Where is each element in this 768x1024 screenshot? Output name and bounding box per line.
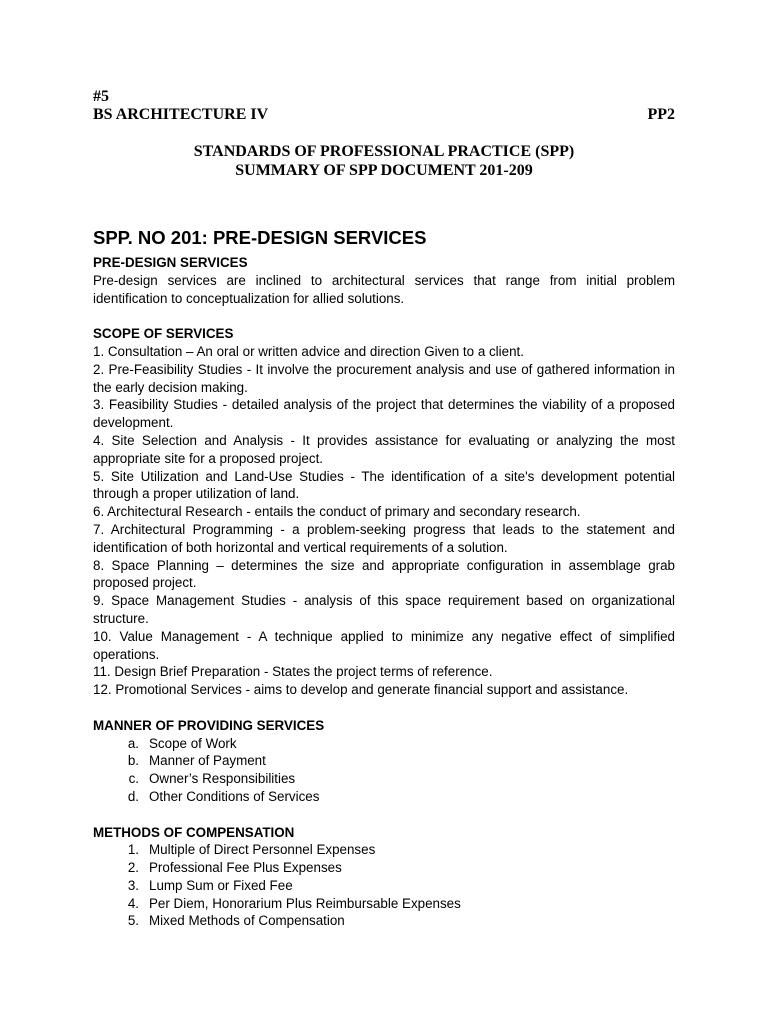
scope-item: 3. Feasibility Studies - detailed analysis of the project that determines the viability of a proposed development. bbox=[93, 397, 675, 431]
list-marker: a. bbox=[127, 735, 139, 751]
compensation-item bbox=[93, 859, 675, 877]
main-content bbox=[93, 226, 675, 930]
scope-list bbox=[93, 343, 675, 699]
compensation-item bbox=[93, 912, 675, 930]
spacer bbox=[93, 699, 675, 717]
course-code: PP2 bbox=[647, 106, 675, 123]
manner-item bbox=[93, 770, 675, 788]
manner-heading: MANNER OF PROVIDING SERVICES bbox=[93, 717, 325, 733]
manner-item bbox=[93, 752, 675, 770]
title-line-2: SUMMARY OF SPP DOCUMENT 201-209 bbox=[235, 162, 533, 179]
compensation-item bbox=[93, 877, 675, 895]
list-item-text: Lump Sum or Fixed Fee bbox=[149, 877, 293, 893]
list-item-text: Owner’s Responsibilities bbox=[149, 771, 296, 787]
course-row bbox=[93, 106, 675, 124]
list-marker: d. bbox=[127, 788, 139, 804]
list-marker: c. bbox=[128, 771, 139, 787]
spacer bbox=[93, 307, 675, 325]
scope-item: 8. Space Planning – determines the size and appropriate configuration in assemblage grab proposed project. bbox=[93, 557, 675, 591]
section-heading: SPP. NO 201: PRE-DESIGN SERVICES bbox=[93, 227, 427, 248]
list-marker: 1. bbox=[127, 842, 139, 858]
scope-item: 11. Design Brief Preparation - States the project terms of reference. bbox=[93, 664, 493, 680]
list-marker: b. bbox=[127, 753, 139, 769]
scope-item: 9. Space Management Studies - analysis of this space requirement based on organizational structure. bbox=[93, 593, 675, 626]
list-item-text: Manner of Payment bbox=[149, 753, 266, 769]
compensation-item bbox=[93, 895, 675, 913]
list-item-text: Scope of Work bbox=[149, 735, 237, 751]
list-item-text: Other Conditions of Services bbox=[149, 788, 320, 804]
intro-paragraph: Pre-design services are inclined to architectural services that range from initial problem identification to conceptualization for allied solutions. bbox=[93, 272, 675, 306]
scope-heading: SCOPE OF SERVICES bbox=[93, 326, 234, 342]
scope-item: 10. Value Management - A technique applied to minimize any negative effect of simplified operations. bbox=[93, 628, 675, 662]
scope-item: 1. Consultation – An oral or written advice and direction Given to a client. bbox=[93, 343, 524, 359]
compensation-item bbox=[93, 841, 675, 859]
list-marker: 5. bbox=[127, 913, 139, 929]
manner-item bbox=[93, 735, 675, 753]
list-marker: 2. bbox=[127, 860, 139, 876]
compensation-list bbox=[93, 841, 675, 930]
scope-item: 4. Site Selection and Analysis - It provides assistance for evaluating or analyzing the most appropriate site for a proposed project. bbox=[93, 432, 675, 466]
scope-item: 7. Architectural Programming - a problem-seeking progress that leads to the statement and identification of both horizontal and vertical requirements of a solution. bbox=[93, 521, 675, 555]
list-item-text: Mixed Methods of Compensation bbox=[149, 913, 345, 929]
subheading-predesign: PRE-DESIGN SERVICES bbox=[93, 255, 248, 270]
list-item-text: Per Diem, Honorarium Plus Reimbursable Expenses bbox=[149, 895, 461, 911]
title-line-1: STANDARDS OF PROFESSIONAL PRACTICE (SPP) bbox=[193, 143, 575, 160]
list-item-text: Multiple of Direct Personnel Expenses bbox=[149, 842, 376, 858]
scope-item: 6. Architectural Research - entails the conduct of primary and secondary research. bbox=[93, 504, 581, 520]
document-number: #5 bbox=[93, 88, 109, 105]
list-item-text: Professional Fee Plus Expenses bbox=[149, 860, 342, 876]
list-marker: 4. bbox=[127, 895, 139, 911]
compensation-heading: METHODS OF COMPENSATION bbox=[93, 824, 295, 840]
spacer bbox=[93, 806, 675, 824]
manner-list bbox=[93, 735, 675, 806]
manner-item bbox=[93, 788, 675, 806]
scope-item: 5. Site Utilization and Land-Use Studies - The identification of a site's development potential through a proper utilization of land. bbox=[93, 468, 675, 502]
scope-item: 2. Pre-Feasibility Studies - It involve the procurement analysis and use of gathered information in the early decision making. bbox=[93, 361, 675, 395]
list-marker: 3. bbox=[127, 877, 139, 893]
document-title bbox=[93, 142, 675, 180]
scope-item: 12. Promotional Services - aims to develop and generate financial support and assistance. bbox=[93, 682, 629, 698]
course-name: BS ARCHITECTURE IV bbox=[93, 106, 269, 123]
